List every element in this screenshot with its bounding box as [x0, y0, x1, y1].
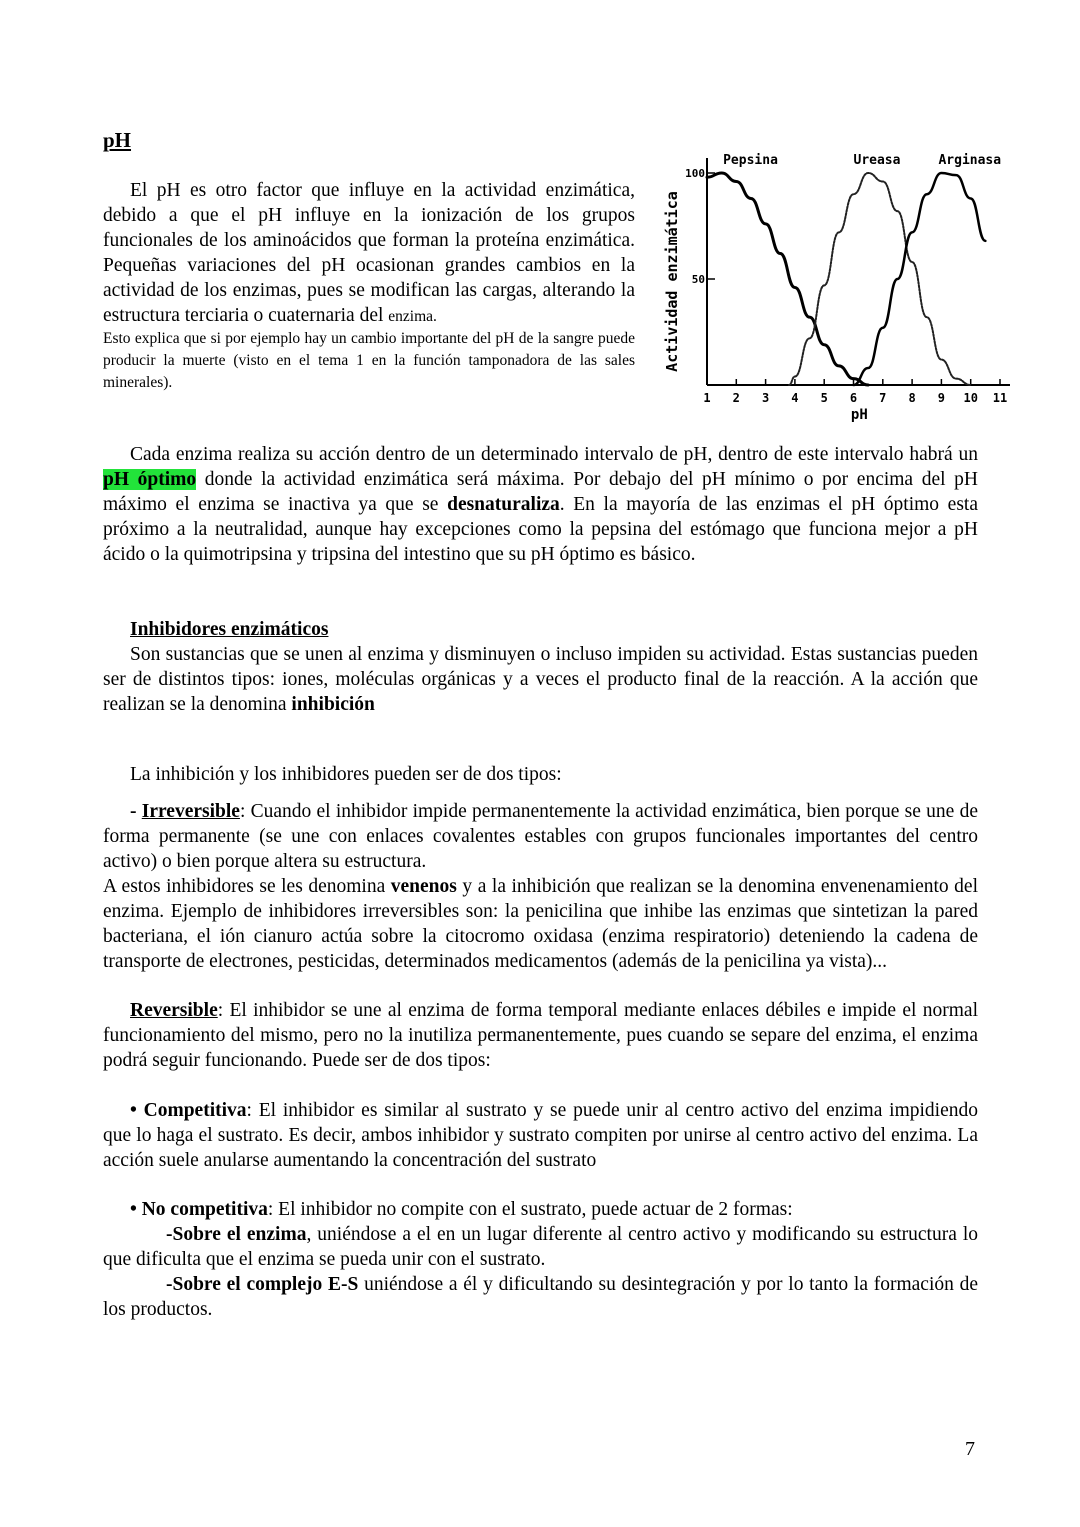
series-label-arginasa: Arginasa: [938, 153, 1002, 168]
series-label-ureasa: Ureasa: [853, 153, 901, 168]
on-enzyme-paragraph: -Sobre el enzima, uniéndose a el en un lugar diferente al centro activo y modificando su estructura lo que dificulta que el enzima se pueda unir con el sustrato.: [103, 1224, 979, 1270]
x-tick-label: 4: [791, 391, 799, 405]
x-tick-label: 9: [937, 391, 946, 405]
ph-intro-small: Esto explica que si por ejemplo hay un cambio importante del pH de la sangre puede producir la muerte (visto en el tema 1 en la función tamponadora de las sales minerales).: [103, 330, 635, 391]
inhibitors-heading: Inhibidores enzimáticos: [130, 619, 329, 640]
x-tick-label: 3: [761, 391, 770, 405]
series-label-pepsina: Pepsina: [723, 153, 778, 168]
y-tick-label: 100: [685, 167, 705, 180]
competitive-paragraph: • Competitiva: El inhibidor es similar al sustrato y se puede unir al centro activo del enzima impidiendo que lo haga el sustrato. Es decir, ambos inhibidor y sustrato compiten por unirse al centro activo del enzima. La acción suele anularse aumentando la concentración del sustrato: [103, 1100, 979, 1171]
venenos-paragraph: A estos inhibidores se les denomina venenos y a la inhibición que realizan se la denomina envenenamiento del enzima. Ejemplo de inhibidores irreversibles son: la penicilina que inhibe las enzimas que sintetizan la pared bacteriana, el ión cianuro actúa sobre la citocromo oxidasa (enzima respiratorio) deteniendo la cadena de transporte de electrones, pesticidas, determinados medicamentos (además de la penicilina ya vista)...: [103, 876, 979, 972]
x-tick-label: 7: [879, 391, 887, 405]
y-tick-label: 50: [691, 273, 705, 286]
ph-optimo-highlight: pH óptimo: [103, 469, 197, 490]
reversible-paragraph: Reversible: El inhibidor se une al enzima de forma temporal mediante enlaces débiles e impide el normal funcionamiento del mismo, pero no la inutiliza permanentemente, pues cuando se separe del enzima, el enzima podrá seguir funcionando. Puede ser de dos tipos:: [103, 1000, 978, 1071]
x-tick-label: 2: [732, 391, 740, 405]
x-axis-label: pH: [850, 407, 868, 423]
series-line-arginasa: [854, 173, 986, 385]
on-es-complex-paragraph: -Sobre el complejo E-S uniéndose a él y dificultando su desintegración y por lo tanto la formación de los productos.: [103, 1274, 979, 1320]
ph-intro-main: El pH es otro factor que influye en la actividad enzimática, debido a que el pH influye en la ionización de los grupos funcionales de los aminoácidos que forman la proteína enzimática. Pequeñas variaciones del pH ocasionan grandes cambios en la actividad de los enzimas, pues se modifican las cargas, alterando la estructura terciaria o cuaternaria del enzima.: [103, 180, 635, 326]
series-line-pepsina: [707, 173, 868, 385]
x-tick-label: 1: [703, 391, 711, 405]
inhibitors-intro: Son sustancias que se unen al enzima y disminuyen o incluso impiden su actividad. Estas sustancias pueden ser de distintos tipos: iones, moléculas orgánicas y a veces el producto final de la reacción. A la acción que realizan se la denomina inhibición: [103, 644, 978, 715]
y-axis-label: Actividad enzimática: [663, 191, 681, 372]
x-tick-label: 5: [820, 391, 828, 405]
x-tick-label: 11: [992, 391, 1008, 405]
ph-intro-paragraph: [103, 178, 635, 394]
inhibition-types-line: La inhibición y los inhibidores pueden ser de dos tipos:: [130, 764, 562, 785]
x-tick-label: 6: [849, 391, 858, 405]
x-tick-label: 10: [963, 391, 978, 405]
ph-activity-chart: [655, 140, 1020, 430]
ph-optimum-paragraph: Cada enzima realiza su acción dentro de un determinado intervalo de pH, dentro de este intervalo habrá un pH óptimo donde la actividad enzimática será máxima. Por debajo del pH mínimo o por encima del pH máximo el enzima se inactiva ya que se desnaturaliza. En la mayoría de las enzimas el pH óptimo esta próximo a la neutralidad, aunque hay excepciones como la pepsina del estómago que funciona mejor a pH ácido o la quimotripsina y tripsina del intestino que su pH óptimo es básico.: [103, 444, 978, 565]
x-tick-label: 8: [908, 391, 916, 405]
section-heading-ph: pH: [103, 128, 132, 152]
irreversible-paragraph: - Irreversible: Cuando el inhibidor impide permanentemente la actividad enzimática, bien porque se une de forma permanente (se une con enlaces covalentes estables con grupos funcionales importantes del centro activo) o bien porque altera su estructura.: [103, 801, 978, 872]
page-number: 7: [965, 1438, 975, 1460]
noncompetitive-paragraph: • No competitiva: El inhibidor no compite con el sustrato, puede actuar de 2 formas:: [130, 1199, 793, 1220]
series-line-ureasa: [789, 173, 971, 385]
